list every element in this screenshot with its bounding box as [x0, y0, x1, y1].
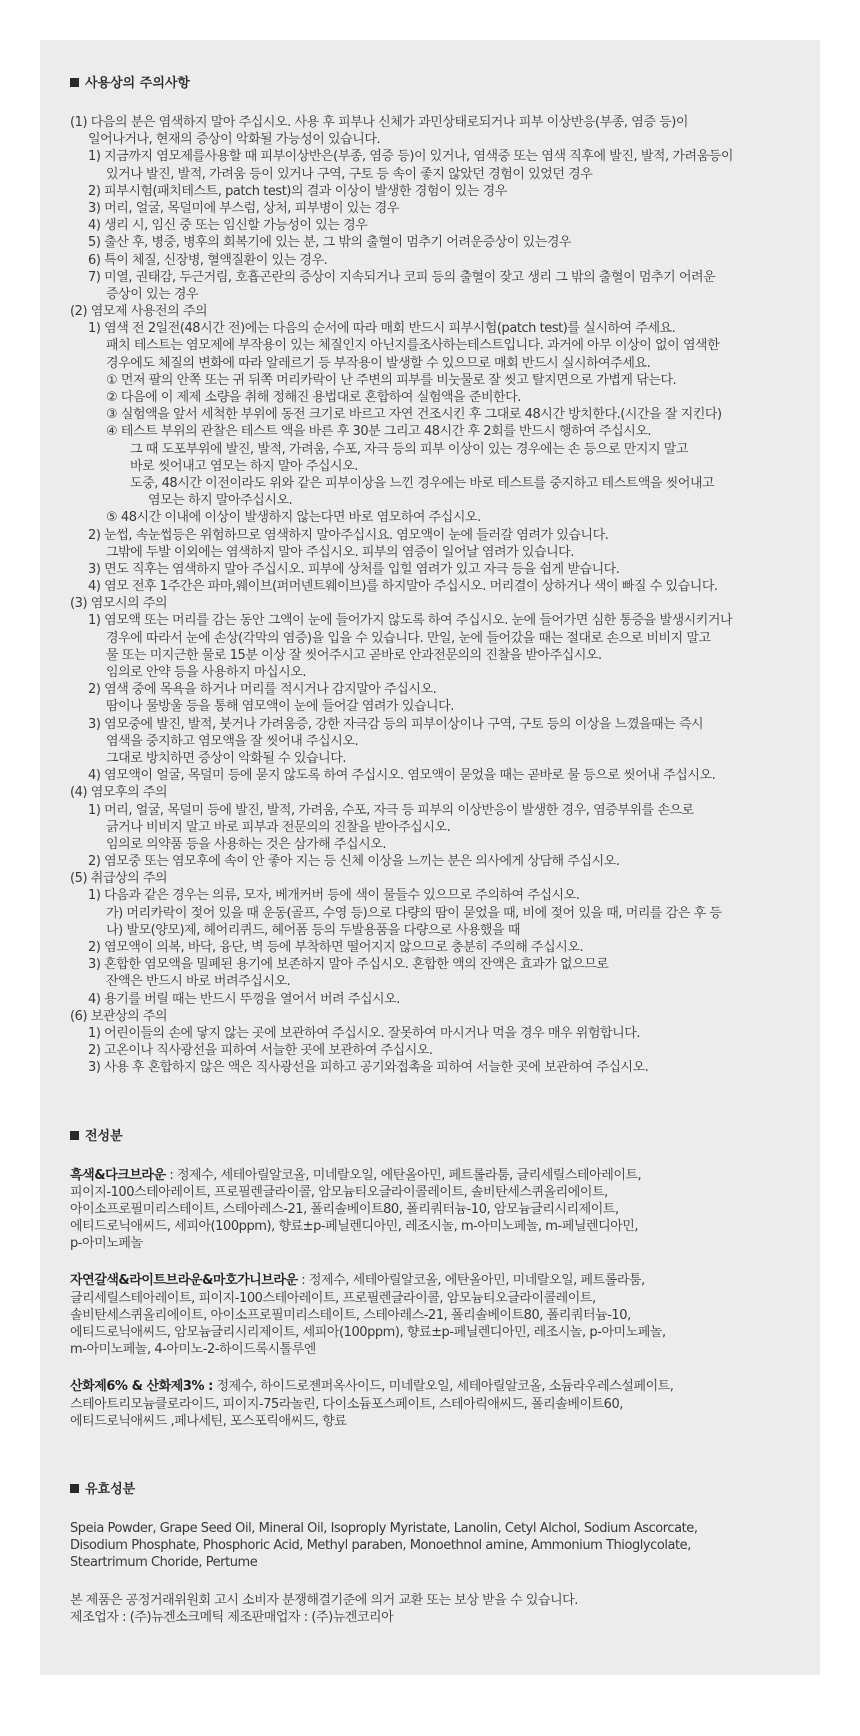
caution-line: (4) 염모후의 주의	[70, 785, 168, 801]
caution-line: (3) 염모시의 주의	[70, 596, 168, 612]
caution-line: 바로 씻어내고 염모는 하지 말아 주십시오.	[130, 458, 358, 474]
active-heading	[70, 1480, 790, 1500]
ingredient-line: 에티드로닉애씨드 ,페나세틴, 포스포릭애씨드, 향료	[70, 1413, 347, 1429]
caution-heading	[70, 74, 790, 94]
ingredient-line: 스테아트리모늄클로라이드, 피이지-75라놀린, 다이소듐포스페이트, 스테아릭애씨드, 폴리솔베이트60,	[70, 1396, 623, 1412]
caution-line: 7) 미열, 권태감, 두근거림, 호흡곤란의 증상이 지속되거나 코피 등의 출혈이 잦고 생리 그 밖의 출혈이 멈추기 어려운	[88, 269, 716, 285]
caution-line: (5) 취급상의 주의	[70, 871, 168, 887]
caution-line: 4) 생리 시, 임신 중 또는 임신할 가능성이 있는 경우	[88, 218, 368, 234]
caution-line: 증상이 있는 경우	[106, 286, 199, 302]
caution-line: 2) 피부시험(패치테스트, patch test)의 결과 이상이 발생한 경험이 있는 경우	[88, 183, 507, 199]
caution-line: 2) 눈썹, 속눈썹등은 위험하므로 염색하지 말아주십시요. 염모액이 눈에 들러갈 염려가 있습니다.	[88, 527, 609, 543]
active-ingredient-line: Speia Powder, Grape Seed Oil, Mineral Oil, Isoproply Myristate, Lanolin, Cetyl Alchol, Sodium Ascorcate,	[70, 1520, 698, 1536]
caution-line: 임의로 의약품 등을 사용하는 것은 삼가해 주십시오.	[106, 836, 387, 852]
caution-line: 2) 염모중 또는 염모후에 속이 안 좋아 지는 등 신체 이상을 느끼는 분은 의사에게 상담해 주십시오.	[88, 854, 620, 870]
active-ingredient-line: Steartrimum Choride, Pertume	[70, 1555, 258, 1571]
caution-line: 3) 머리, 얼굴, 목덜미에 부스럼, 상처, 피부병이 있는 경우	[88, 200, 399, 216]
caution-line: 경우에 따라서 눈에 손상(각막의 염증)을 입을 수 있습니다. 만일, 눈에 들어갔을 때는 절대로 손으로 비비지 말고	[106, 630, 711, 646]
caution-line: (6) 보관상의 주의	[70, 1008, 168, 1024]
caution-line: 3) 염모중에 발진, 발적, 붓거나 가려움증, 강한 자극감 등의 피부이상이나 구역, 구토 등의 이상을 느꼈을때는 즉시	[88, 716, 704, 732]
caution-line: ① 먼저 팔의 안쪽 또는 귀 뒤쪽 머리카락이 난 주변의 피부를 비눗물로 잘 씻고 탈지면으로 가볍게 닦는다.	[106, 372, 677, 388]
caution-line: 있거나 발진, 발적, 가려움 등이 있거나 구역, 구토 등 속이 좋지 않았던 경험이 있었던 경우	[106, 166, 593, 182]
ingredient-line: 솔비탄세스퀴올리에이트, 아이소프로필미리스테이트, 스테아레스-21, 폴리솔베이트80, 폴리쿼터늄-10,	[70, 1307, 631, 1323]
caution-line: 그대로 방치하면 증상이 악화될 수 있습니다.	[106, 750, 347, 766]
ingredient-line: 피이지-100스테아레이트, 프로필렌글라이콜, 암모늄티오글라이콜레이트, 솔비탄세스퀴올리에이트,	[70, 1184, 608, 1200]
square-bullet-icon	[70, 78, 79, 87]
ingredient-line: 글리세릴스테아레이트, 피이지-100스테아레이트, 프로필렌글라이콜, 암모늄티오글라이콜레이트,	[70, 1290, 596, 1306]
caution-line: 염모는 하지 말아주십시오.	[148, 493, 293, 509]
ingredients-heading	[70, 1127, 790, 1147]
ingredient-group-label: 흑색&다크브라운	[70, 1167, 166, 1183]
caution-line: 6) 특이 체질, 신장병, 혈액질환이 있는 경우.	[88, 252, 328, 268]
caution-line: 2) 염색 중에 목욕을 하거나 머리를 적시거나 감지말아 주십시오.	[88, 682, 437, 698]
ingredients-title: 전성분	[85, 1128, 123, 1144]
caution-line: 3) 사용 후 혼합하지 않은 액은 직사광선을 피하고 공기와접촉을 피하여 서늘한 곳에 보관하여 주십시오.	[88, 1060, 649, 1076]
active-ingredient-line: Disodium Phosphate, Phosphoric Acid, Methyl paraben, Monoethnol amine, Ammonium Thioglycolate,	[70, 1538, 691, 1554]
caution-line: 1) 어린이들의 손에 닿지 않는 곳에 보관하여 주십시오. 잘못하여 마시거나 먹을 경우 매우 위험합니다.	[88, 1025, 640, 1041]
caution-line: 가) 머리카락이 젖어 있을 때 운동(골프, 수영 등)으로 다량의 땀이 묻었을 때, 비에 젖어 있을 때, 머리를 감은 후 등	[106, 905, 722, 921]
ingredient-group-first-line	[70, 1272, 790, 1289]
caution-title: 사용상의 주의사항	[85, 76, 190, 91]
caution-line: 임의로 안약 등을 사용하지 마십시오.	[106, 665, 307, 680]
caution-line: 1) 다음과 같은 경우는 의류, 모자, 베개커버 등에 색이 물들수 있으므로 주의하여 주십시오.	[88, 888, 580, 904]
ingredient-line: 아이소프로필미리스테이트, 스테아레스-21, 폴리솔베이트80, 폴리쿼터늄-10, 암모늄글리시리제이트,	[70, 1201, 619, 1217]
notice-line: 본 제품은 공정거래위원회 고시 소비자 분쟁해결기준에 의거 교환 또는 보상 받을 수 있습니다.	[70, 1592, 578, 1608]
caution-line: 나) 발모(양모)제, 헤어리퀴드, 헤어폼 등의 두발용품을 다량으로 사용했을 때	[106, 922, 520, 938]
ingredient-group-label: 산화제6% & 산화제3% :	[70, 1379, 213, 1395]
caution-line: 경우에도 체질의 변화에 따라 알레르기 등 부작용이 발생할 수 있으므로 매회 반드시 실시하여주세요.	[106, 355, 651, 371]
caution-line: 5) 출산 후, 병중, 병후의 회복기에 있는 분, 그 밖의 출혈이 멈추기 어려운증상이 있는경우	[88, 235, 572, 251]
caution-line: 잔액은 반드시 바로 버려주십시오.	[106, 974, 291, 990]
caution-line: ② 다음에 이 제제 소량을 취해 정해진 용법대로 혼합하여 실험액을 준비한다.	[106, 390, 521, 405]
caution-line: 2) 염모액이 의복, 바닥, 융단, 벽 등에 부착하면 떨어지지 않으므로 충분히 주의해 주십시오.	[88, 940, 584, 955]
ingredient-text: : 정제수, 세테아릴알코올, 미네랄오일, 에탄올아민, 페트롤라툼, 글리세릴스테아레이트,	[165, 1167, 642, 1183]
caution-line: ④ 테스트 부위의 관찰은 테스트 액을 바른 후 30분 그리고 48시간 후 2회를 반드시 행하여 주십시오.	[106, 424, 652, 440]
ingredient-line: p-아미노페놀	[70, 1236, 143, 1252]
caution-line: ③ 실험액을 앞서 세척한 부위에 동전 크기로 바르고 자연 건조시킨 후 그대로 48시간 방치한다.(시간을 잘 지킨다)	[106, 407, 722, 423]
ingredient-line: 에티드로닉애씨드, 암모늄글리시리제이트, 세피아(100ppm), 향료±p-페닐렌디아민, 레조시놀, p-아미노페놀,	[70, 1325, 666, 1340]
caution-line: 3) 혼합한 염모액을 밀폐된 용기에 보존하지 말아 주십시오. 혼합한 액의 잔액은 효과가 없으므로	[88, 957, 609, 973]
caution-line: (1) 다음의 분은 염색하지 말아 주십시오. 사용 후 피부나 신체가 과민상태로되거나 피부 이상반응(부종, 염증 등)이	[70, 115, 688, 130]
caution-line: 그 때 도포부위에 발진, 발적, 가려움, 수포, 자극 등의 피부 이상이 있는 경우에는 손 등으로 만지지 말고	[130, 441, 688, 457]
caution-line: 1) 머리, 얼굴, 목덜미 등에 발진, 발적, 가려움, 수포, 자극 등 피부의 이상반응이 발생한 경우, 염증부위를 손으로	[88, 802, 694, 818]
notice-line: 제조업자 : (주)뉴겐소크메틱 제조판매업자 : (주)뉴겐코리아	[70, 1609, 394, 1625]
caution-line: 염색을 중지하고 염모액을 잘 씻어내 주십시오.	[106, 733, 359, 749]
caution-list	[70, 114, 790, 1077]
caution-line: 1) 염색 전 2일전(48시간 전)에는 다음의 순서에 따라 매회 반드시 피부시험(patch test)를 실시하여 주세요.	[88, 321, 676, 337]
caution-line: 3) 면도 직후는 염색하지 말아 주십시오. 피부에 상처를 입힐 염려가 있고 자극 등을 쉽게 받습니다.	[88, 561, 620, 577]
caution-line: ⑤ 48시간 이내에 이상이 발생하지 않는다면 바로 염모하여 주십시오.	[106, 510, 481, 526]
active-title: 유효성분	[85, 1481, 136, 1497]
square-bullet-icon	[70, 1484, 79, 1493]
active-ingredients-list	[70, 1520, 790, 1572]
caution-line: 4) 염모 전후 1주간은 파마,웨이브(퍼머넨트웨이브)를 하지말아 주십시오. 머리결이 상하거나 색이 빠질 수 있습니다.	[88, 579, 718, 595]
caution-line: 2) 고온이나 직사광선을 피하여 서늘한 곳에 보관하여 주십시오.	[88, 1043, 433, 1059]
square-bullet-icon	[70, 1131, 79, 1140]
ingredient-line: m-아미노페놀, 4-아미노-2-하이드록시톨루엔	[70, 1342, 316, 1358]
caution-line: (2) 염모제 사용전의 주의	[70, 304, 208, 320]
product-info-panel	[40, 40, 820, 1675]
notice-block	[70, 1592, 790, 1626]
ingredient-group-first-line	[70, 1378, 790, 1395]
caution-line: 그밖에 두발 이외에는 염색하지 말아 주십시오. 피부의 염증이 일어날 염려가 있습니다.	[106, 544, 574, 560]
caution-line: 4) 염모액이 얼굴, 목덜미 등에 묻지 않도록 하여 주십시오. 염모액이 묻었을 때는 곧바로 물 등으로 씻어내 주십시오.	[88, 768, 716, 784]
caution-line: 일어나거나, 현재의 증상이 악화될 가능성이 있습니다.	[88, 132, 381, 148]
ingredient-line: 에티드로닉애씨드, 세피아(100ppm), 향료±p-페닐렌디아민, 레조시놀, m-아미노페놀, m-페닐렌디아민,	[70, 1219, 639, 1235]
caution-line: 긁거나 비비지 말고 바로 피부과 전문의의 진찰을 받아주십시오.	[106, 819, 451, 835]
caution-line: 물 또는 미지근한 물로 15분 이상 잘 씻어주시고 곧바로 안과전문의의 진찰을 받아주십시오.	[106, 647, 602, 663]
ingredients-list	[70, 1167, 790, 1430]
ingredient-text: 정제수, 하이드로젠퍼옥사이드, 미네랄오일, 세테아릴알코올, 소듐라우레스설페이트,	[212, 1379, 674, 1395]
caution-line: 땀이나 물방울 등을 통해 염모액이 눈에 들어갈 염려가 있습니다.	[106, 699, 454, 715]
caution-line: 도중, 48시간 이전이라도 위와 같은 피부이상을 느낀 경우에는 바로 테스트를 중지하고 테스트액을 씻어내고	[130, 475, 715, 491]
ingredient-group-label: 자연갈색&라이트브라운&마호가니브라운	[70, 1273, 298, 1289]
caution-line: 1) 지금까지 염모제를사용할 때 피부이상반은(부종, 염증 등)이 있거나, 염색중 또는 염색 직후에 발진, 발적, 가려움등이	[88, 149, 733, 165]
caution-line: 4) 용기를 버릴 때는 반드시 뚜껑을 열어서 버려 주십시오.	[88, 991, 400, 1007]
caution-line: 1) 염모액 또는 머리를 감는 동안 그액이 눈에 들어가지 않도록 하여 주십시오. 눈에 들어가면 심한 통증을 발생시키거나	[88, 613, 733, 629]
ingredient-group-first-line	[70, 1167, 790, 1184]
ingredient-text: : 정제수, 세테아릴알코올, 에탄올아민, 미네랄오일, 페트롤라툼,	[297, 1273, 645, 1289]
caution-line: 패치 테스트는 염모제에 부작용이 있는 체질인지 아닌지를조사하는테스트입니다. 과거에 아무 이상이 없이 염색한	[106, 338, 720, 354]
